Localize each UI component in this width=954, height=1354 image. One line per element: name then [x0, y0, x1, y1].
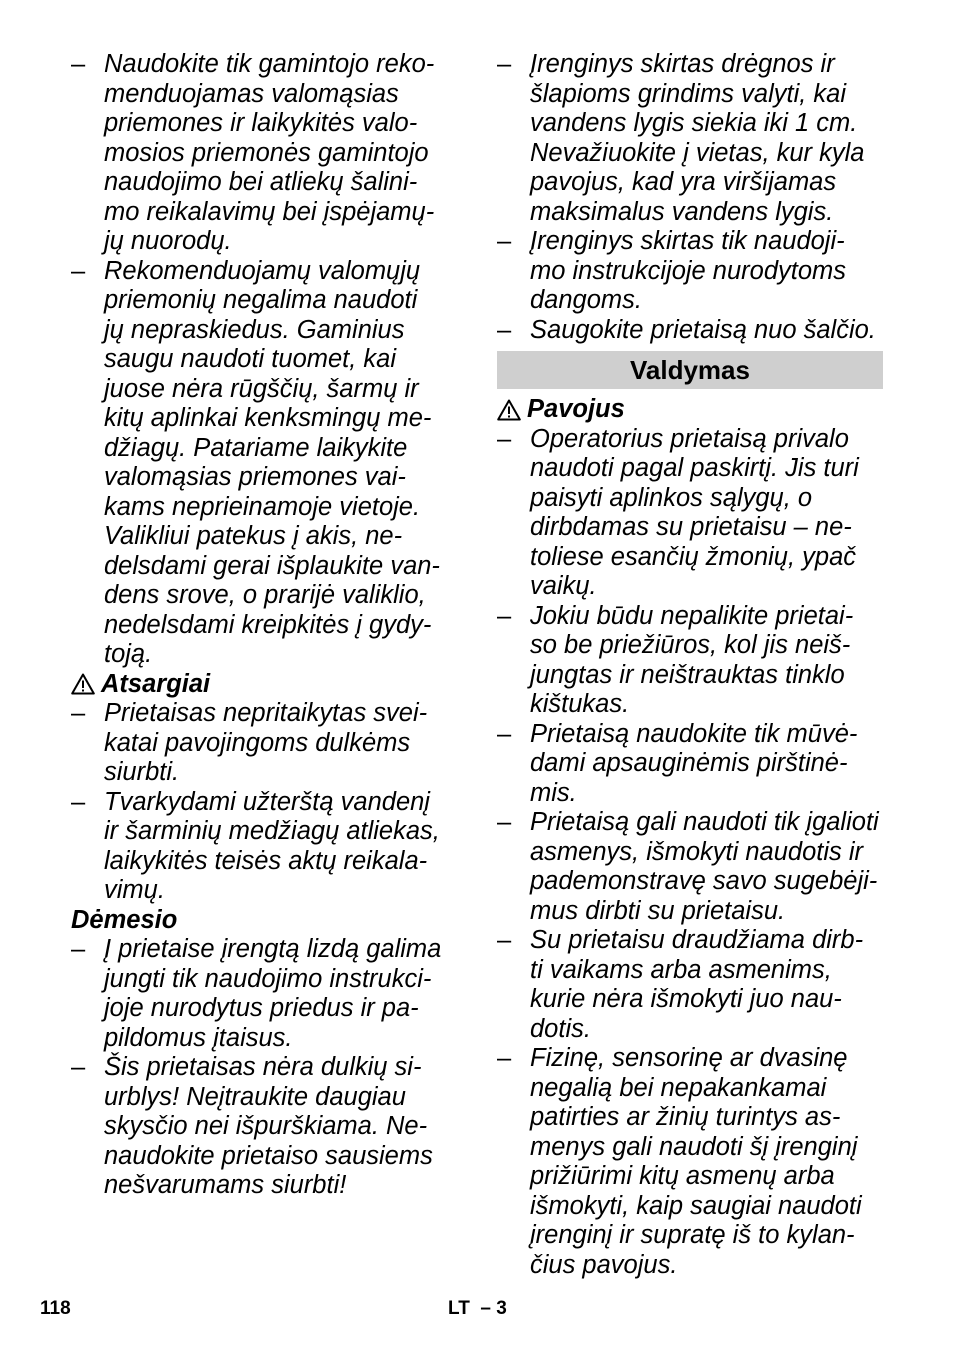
dash-bullet: –	[71, 787, 86, 816]
list-item	[497, 316, 889, 346]
dash-bullet: –	[71, 1053, 86, 1081]
list-item	[497, 1044, 889, 1280]
list-group	[71, 699, 463, 906]
warning-triangle-icon	[71, 673, 95, 695]
dash-bullet: –	[71, 50, 86, 78]
list-item	[71, 788, 463, 906]
danger-heading	[497, 395, 889, 425]
warning-triangle-icon	[497, 399, 521, 421]
list-item-text: Fizinę, sensorinę ar dvasinę negalią bei nepakankamai patirties ar žinių turintys as- menys gali naudoti šį įrenginį prižiūrimi kitų asmenų arba išmokyti, kaip saugiai naudoti įrenginį ir supratę iš to kylan- čius pavojus.	[530, 1044, 862, 1279]
list-item-text: Su prietaisu draudžiama dirb- ti vaikams arba asmenims, kurie nėra išmokyti juo nau- dotis.	[530, 926, 864, 1043]
list-item	[497, 720, 889, 809]
list-item	[497, 926, 889, 1044]
list-item-text: Įrenginys skirtas drėgnos ir šlapioms grindims valyti, kai vandens lygis siekia iki 1 cm. Nevažiuokite į vietas, kur kyla pavojus, kad yra viršijamas maksimalus vandens lygis.	[530, 50, 865, 226]
dash-bullet: –	[497, 227, 512, 255]
list-item-text: Prietaisą naudokite tik mūvė- dami apsauginėmis pirštinė- mis.	[530, 719, 858, 807]
list-item	[71, 50, 463, 257]
list-group	[497, 50, 889, 345]
danger-heading-text: Pavojus	[527, 395, 625, 423]
list-item-text: Rekomenduojamų valomųjų priemonių negalima naudoti jų nepraskiedus. Gaminius saugu naudoti tuomet, kai juose nėra rūgščių, šarmų ir kitų aplinkai kenksmingų me- džiagų. Patariame laikykite valomąsias priemones vai- kams neprieinamoje vietoje. Valikliui patekus į akis, ne- delsdami gerai išplaukite van- dens srove, o prarijė valiklio, nedelsdami kreipkitės į gydy- toją.	[104, 256, 440, 668]
dash-bullet: –	[71, 935, 86, 963]
notice-heading: Dėmesio	[71, 905, 178, 934]
list-item-text: Naudokite tik gamintojo reko- menduojamas valomąsias priemones ir laikykitės valo- mosios priemonės gamintojo naudojimo bei atliekų šalini- mo reikalavimų bei įspėjamų- jų nuorodų.	[104, 50, 435, 255]
list-group	[71, 935, 463, 1201]
list-item	[497, 425, 889, 602]
list-item	[71, 1053, 463, 1201]
list-item	[71, 699, 463, 788]
dash-bullet: –	[497, 1044, 512, 1072]
list-item	[71, 935, 463, 1053]
section-title: Valdymas	[630, 355, 750, 385]
list-item-text: Prietaisą gali naudoti tik įgalioti asmenys, išmokyti naudotis ir pademonstravę savo sugebėji- mus dirbti su prietaisu.	[530, 808, 879, 925]
list-item	[497, 227, 889, 316]
list-item-text: Šis prietaisas nėra dulkių si- urblys! Neįtraukite daugiau skysčio nei išpurškiama. Ne- naudokite prietaiso sausiems nešvarumams siurbti!	[104, 1053, 433, 1199]
dash-bullet: –	[71, 256, 86, 285]
dash-bullet: –	[497, 926, 512, 954]
right-column	[497, 50, 889, 1280]
caution-heading	[71, 670, 463, 700]
list-item	[497, 50, 889, 227]
list-item-text: Įrenginys skirtas tik naudoji- mo instrukcijoje nurodytoms dangoms.	[530, 227, 847, 314]
language-page-label: LT – 3	[448, 1298, 507, 1319]
dash-bullet: –	[497, 424, 512, 453]
list-item-text: Jokiu būdu nepalikite prietai- so be priežiūros, kol jis neiš- jungtas ir neištrauktas tinklo kištukas.	[530, 601, 854, 718]
dash-bullet: –	[497, 808, 512, 836]
list-item-text: Operatorius prietaisą privalo naudoti pagal paskirtį. Jis turi paisyti aplinkos sąlygų, o dirbdamas su prietaisu – ne- toliese esančių žmonių, ypač vaikų.	[530, 424, 859, 600]
dash-bullet: –	[497, 719, 512, 748]
caution-heading-text: Atsargiai	[101, 669, 211, 698]
left-column	[71, 50, 463, 1201]
page-number: 118	[40, 1298, 71, 1319]
list-item-text: Saugokite prietaisą nuo šalčio.	[530, 315, 876, 344]
list-group	[497, 425, 889, 1281]
dash-bullet: –	[71, 699, 86, 727]
list-item-text: Į prietaise įrengtą lizdą galima jungti tik naudojimo instrukci- joje nurodytus priedus ir pa- pildomus įtaisus.	[104, 935, 442, 1052]
list-item-text: Tvarkydami užterštą vandenį ir šarminių medžiagų atliekas, laikykitės teisės aktų reikala- vimų.	[104, 787, 440, 904]
dash-bullet: –	[497, 50, 512, 78]
dash-bullet: –	[497, 315, 512, 344]
section-title-bar	[497, 351, 883, 389]
dash-bullet: –	[497, 601, 512, 630]
list-item	[497, 808, 889, 926]
list-item	[497, 602, 889, 720]
list-item	[71, 257, 463, 670]
list-group	[71, 50, 463, 670]
list-item-text: Prietaisas nepritaikytas svei- katai pavojingoms dulkėms siurbti.	[104, 699, 428, 786]
